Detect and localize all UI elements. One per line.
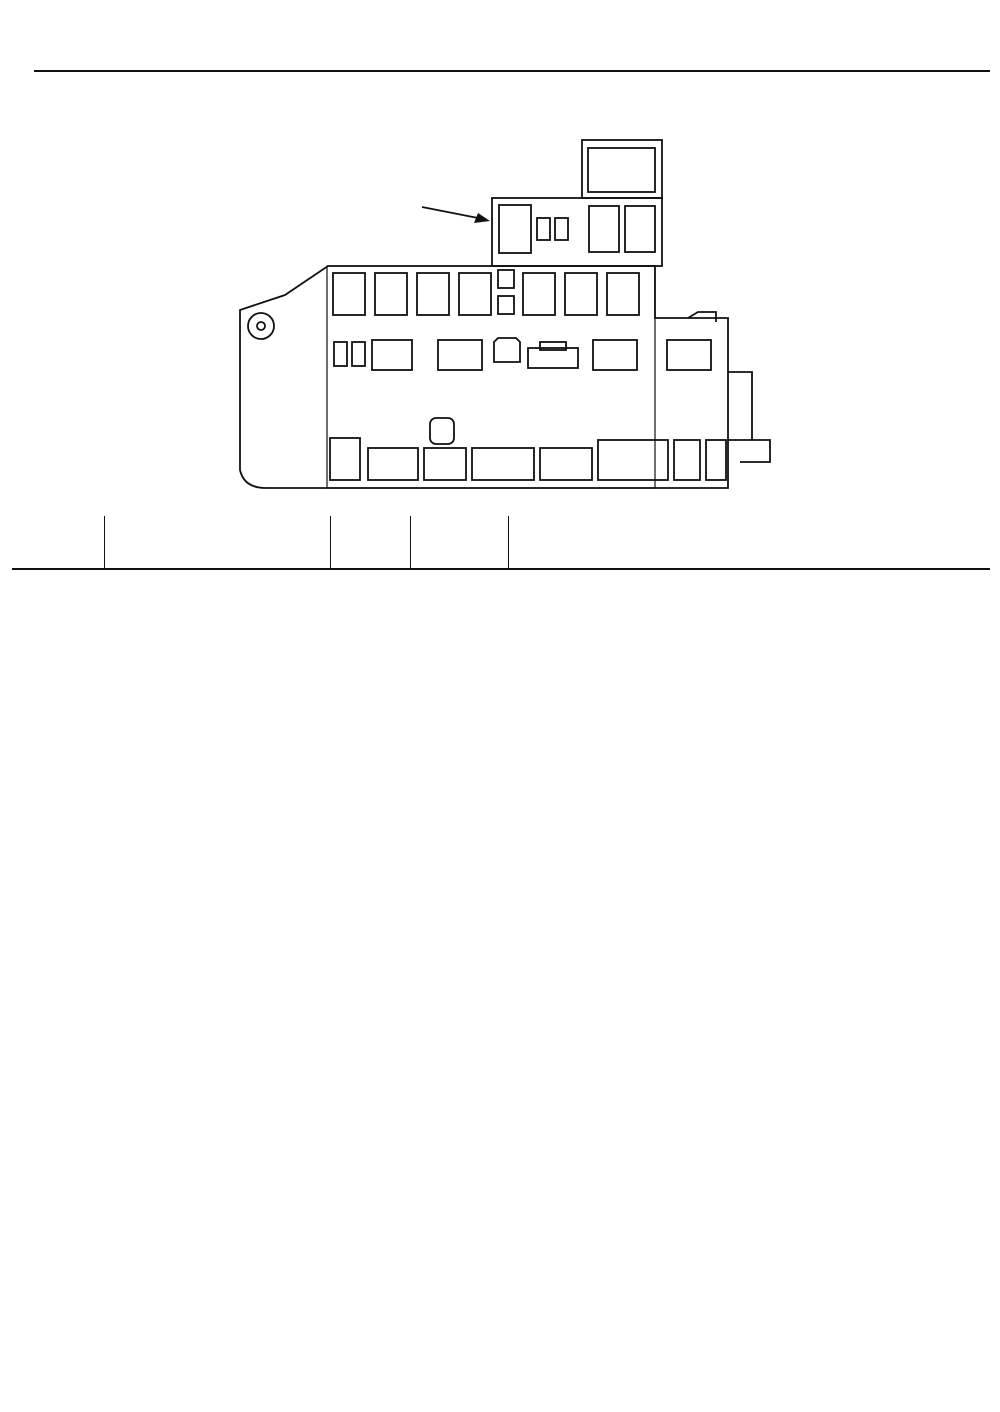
header-fuse-name (104, 516, 330, 568)
mounting-hole (248, 313, 274, 339)
fuse-table (12, 516, 990, 570)
section-header (10, 54, 990, 88)
callout-arrow-line (422, 207, 478, 218)
section-rule (34, 70, 990, 72)
auxiliary-box (492, 198, 662, 266)
header-amps (330, 516, 410, 568)
fuse-box-diagram (0, 130, 1000, 500)
table-header (12, 516, 990, 570)
callout-arrow-head (474, 213, 490, 223)
header-component (508, 516, 990, 568)
header-page (410, 516, 508, 568)
header-fuse-number (12, 516, 104, 568)
